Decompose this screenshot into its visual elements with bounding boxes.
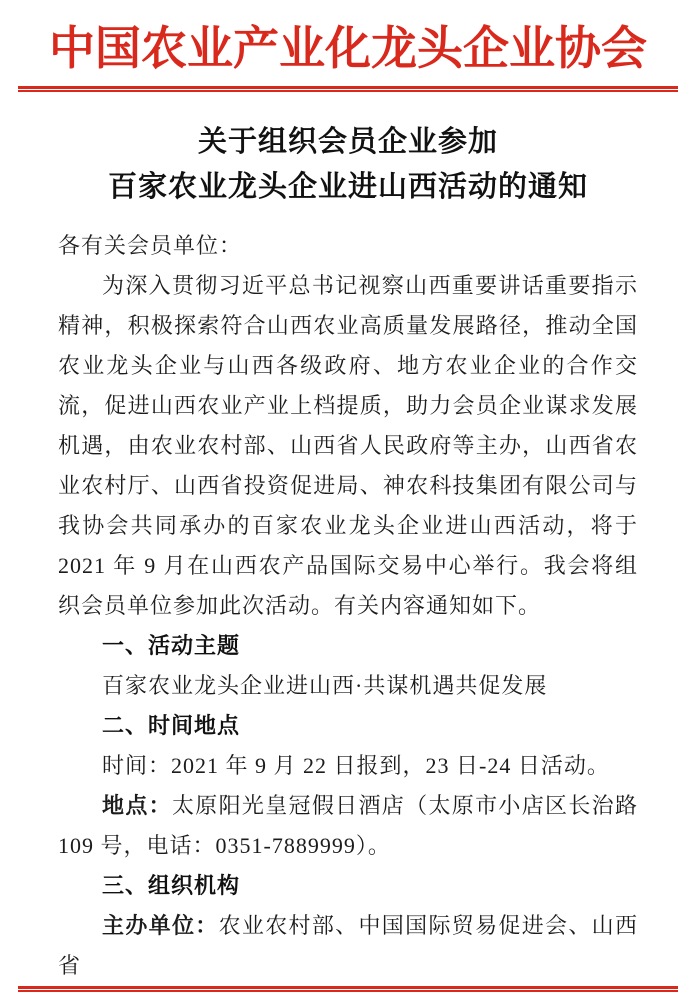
page-bottom-divider-rule: [18, 986, 678, 992]
organizer-text: 农业农村部、中国国际贸易促进会、山西省: [58, 913, 638, 978]
salutation: 各有关会员单位：: [58, 233, 243, 258]
document-title-line2: 百家农业龙头企业进山西活动的通知: [107, 171, 588, 203]
intro-paragraph: 为深入贯彻习近平总书记视察山西重要讲话重要指示精神，积极探索符合山西农业高质量发展路径，推动全国农业龙头企业与山西各级政府、地方农业企业的合作交流，促进山西农业产业上档提质，助力会员企业谋求发展机遇，由农业农村部、山西省人民政府等主办，山西省农业农村厅、山西省投资促进局、神农科技集团有限公司与我协会共同承办的百家农业龙头企业进山西活动，将于 2021 年 9 月在山西农产品国际交易中心举行。我会将组织会员单位参加此次活动。有关内容通知如下。: [58, 273, 638, 618]
letterhead-org-name: 中国农业产业化龙头企业协会: [49, 23, 647, 74]
section-2-heading: 二、时间地点: [102, 713, 241, 738]
section-1-heading: 一、活动主题: [102, 633, 241, 658]
document-title: [0, 120, 696, 210]
organizer-label: 主办单位：: [102, 913, 219, 938]
location-text: 太原阳光皇冠假日酒店（太原市小店区长治路 109 号，电话：0351-7889999）。: [58, 793, 638, 858]
location-line: [58, 786, 638, 866]
organizer-line: [58, 906, 638, 986]
notice-body: [58, 226, 638, 986]
activity-theme-line: 百家农业龙头企业进山西·共谋机遇共促发展: [102, 673, 548, 698]
location-label: 地点：: [102, 793, 172, 818]
section-3-heading: 三、组织机构: [102, 873, 241, 898]
time-line: 时间：2021 年 9 月 22 日报到，23 日-24 日活动。: [102, 753, 610, 778]
letterhead-divider-rule: [18, 86, 678, 92]
document-title-line1: 关于组织会员企业参加: [197, 126, 498, 158]
